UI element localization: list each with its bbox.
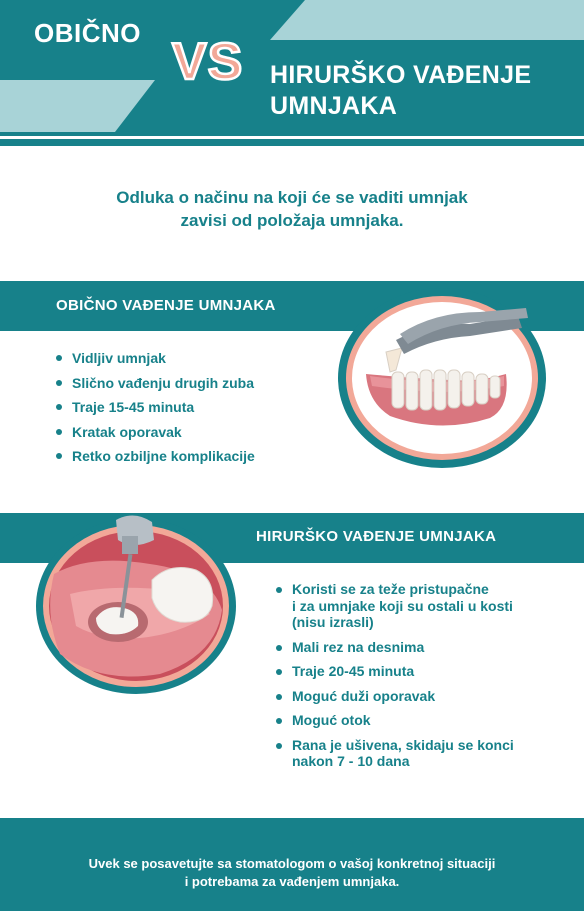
header-right-title-line2: UMNJAKA bbox=[270, 92, 398, 120]
footer-line1: Uvek se posavetujte sa stomatologom o vašoj konkretnoj situaciji bbox=[88, 856, 496, 871]
list-item bbox=[276, 712, 536, 729]
intro-line1: Odluka o načinu na koji će se vaditi umnjak bbox=[116, 188, 468, 207]
dental-drill-illustration bbox=[30, 514, 242, 700]
list-item-line: i za umnjake koji su ostali u kosti bbox=[292, 597, 513, 614]
list-item: Traje 15-45 minuta bbox=[56, 398, 255, 423]
list-item-line: Moguć duži oporavak bbox=[292, 687, 436, 704]
section-simple-title: OBIČNO VAĐENJE UMNJAKA bbox=[56, 297, 276, 314]
list-item: Slično vađenju drugih zuba bbox=[56, 374, 255, 399]
section-surgical-list bbox=[276, 581, 536, 778]
intro-line2: zavisi od položaja umnjaka. bbox=[180, 211, 404, 230]
header-right-title-line1: HIRURŠKO VAĐENJE bbox=[270, 61, 532, 89]
list-item: Retko ozbiljne komplikacije bbox=[56, 447, 255, 472]
intro-text bbox=[0, 186, 584, 232]
header-right-title bbox=[270, 60, 531, 122]
list-item bbox=[276, 688, 536, 705]
list-item-line: Koristi se za teže pristupačne bbox=[292, 581, 489, 597]
header-vs: VS bbox=[172, 33, 244, 91]
header-left-title: OBIČNO bbox=[34, 18, 141, 48]
list-item-line: Traje 20-45 minuta bbox=[292, 663, 415, 679]
list-item-line: (nisu izrasli) bbox=[292, 614, 374, 630]
list-item bbox=[276, 663, 536, 680]
list-item: Kratak oporavak bbox=[56, 423, 255, 448]
dental-forceps-illustration bbox=[330, 282, 552, 474]
list-item: Vidljiv umnjak bbox=[56, 349, 255, 374]
list-item-line: Mali rez na desnima bbox=[292, 638, 425, 655]
section-surgical-title: HIRURŠKO VAĐENJE UMNJAKA bbox=[256, 528, 497, 545]
list-item-line: Rana je ušivena, skidaju se konci bbox=[292, 736, 514, 753]
section-simple-list bbox=[56, 349, 255, 472]
list-item-line: Moguć otok bbox=[292, 712, 371, 728]
list-item bbox=[276, 581, 536, 631]
list-item-line: nakon 7 - 10 dana bbox=[292, 753, 410, 769]
list-item bbox=[276, 737, 536, 770]
list-item bbox=[276, 639, 536, 656]
header-banner bbox=[0, 0, 584, 146]
footer-text bbox=[0, 855, 584, 891]
footer-line2: i potrebama za vađenjem umnjaka. bbox=[184, 874, 400, 889]
